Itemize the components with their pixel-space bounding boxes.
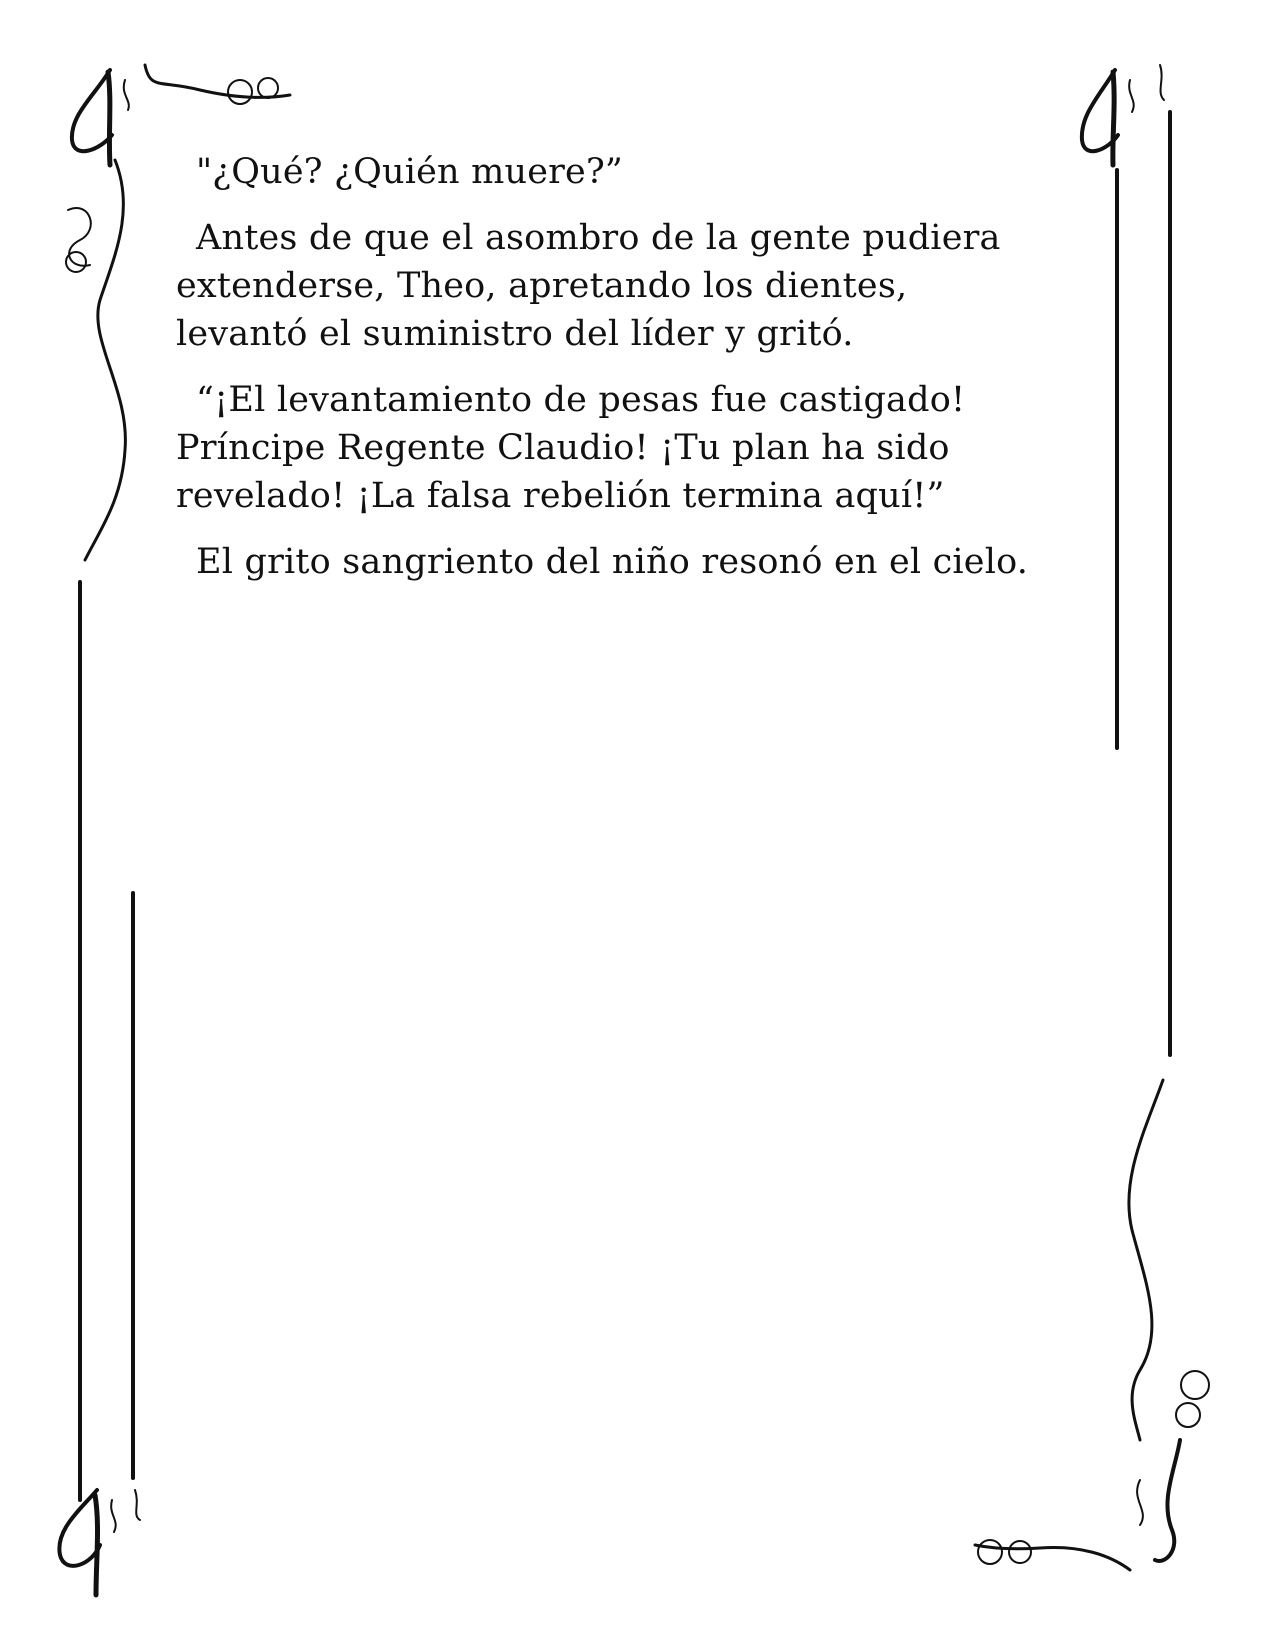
bottom-left-flourish — [59, 1490, 140, 1595]
text-line: revelado! ¡La falsa rebelión termina aquí!” — [176, 476, 945, 516]
top-right-flourish — [1082, 65, 1164, 165]
paragraph-cry — [176, 538, 1076, 586]
text-line: Antes de que el asombro de la gente pudiera — [196, 218, 1001, 258]
text-line: extenderse, Theo, apretando los dientes, — [176, 266, 908, 306]
text-line: El grito sangriento del niño resonó en el cielo. — [196, 542, 1029, 582]
text-line: “¡El levantamiento de pesas fue castigado! — [196, 380, 966, 420]
text-line: levantó el suministro del líder y gritó. — [176, 314, 854, 354]
paragraph-theo — [176, 214, 1076, 358]
story-text — [176, 148, 1076, 604]
text-line: "¿Qué? ¿Quién muere?” — [196, 152, 624, 192]
paragraph-question — [176, 148, 1076, 196]
text-line: Príncipe Regente Claudio! ¡Tu plan ha sido — [176, 428, 950, 468]
paragraph-shout — [176, 376, 1076, 520]
bottom-right-flourish — [975, 1080, 1209, 1570]
